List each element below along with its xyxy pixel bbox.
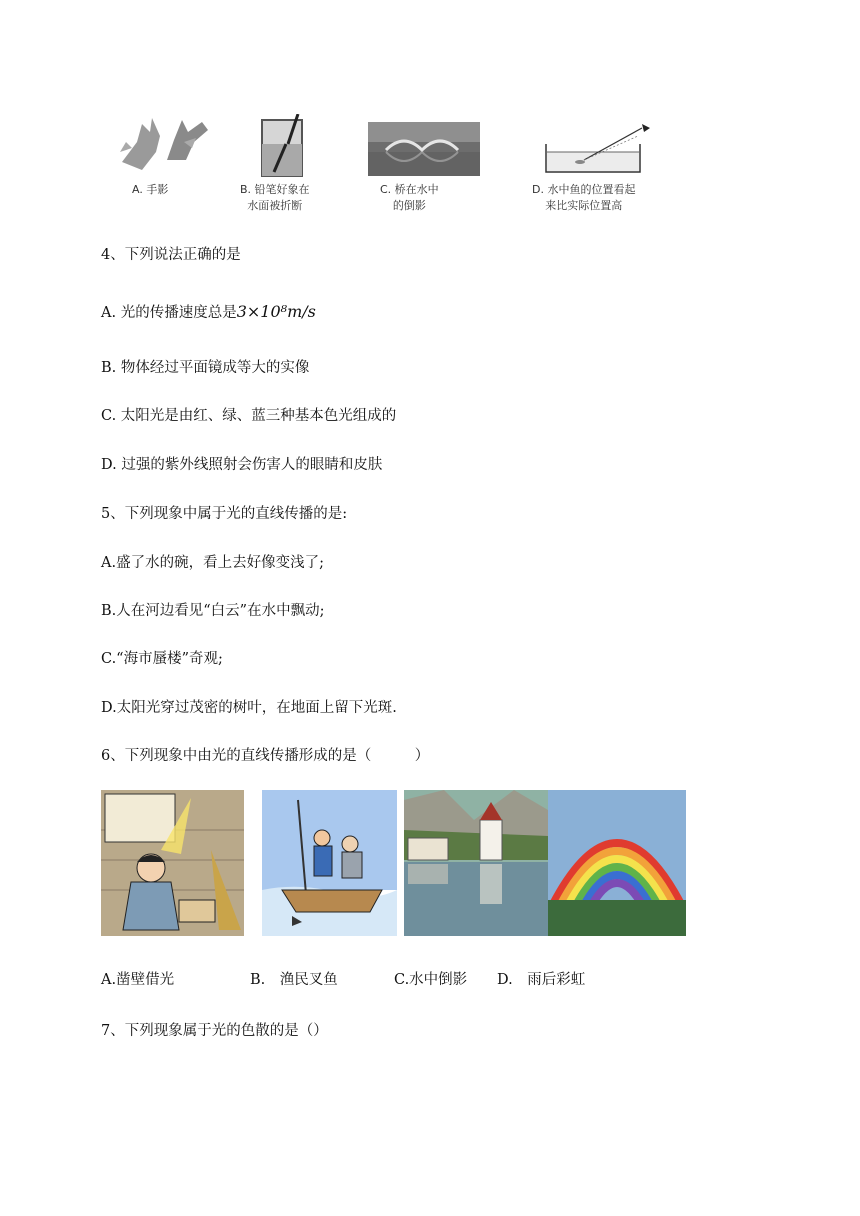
caption-d: D. 水中鱼的位置看起 来比实际位置高 <box>532 183 636 212</box>
q4-option-c: C. 太阳光是由红、绿、蓝三种基本色光组成的 <box>101 408 397 424</box>
q6-option-d: D. 雨后彩虹 <box>497 972 586 988</box>
caption-a: A. 手影 <box>132 183 169 196</box>
q5-option-a: A.盛了水的碗，看上去好像变浅了; <box>101 555 324 571</box>
pencil-in-water-image <box>260 114 306 178</box>
bridge-reflection-image <box>368 122 480 176</box>
figure-strip-q3 <box>112 104 704 216</box>
caption-b: B. 铅笔好象在 水面被折断 <box>240 183 310 212</box>
caption-c: C. 桥在水中 的倒影 <box>380 183 439 212</box>
hand-shadow-image <box>112 112 212 180</box>
q6-stem: 6、下列现象中由光的直线传播形成的是（ ） <box>101 748 430 764</box>
q4-option-b: B. 物体经过平面镜成等大的实像 <box>101 360 310 376</box>
q5-option-d: D.太阳光穿过茂密的树叶，在地面上留下光斑. <box>101 700 397 716</box>
q6-option-c: C.水中倒影 <box>394 972 468 988</box>
chisel-wall-image <box>101 790 244 936</box>
q4-option-d: D. 过强的紫外线照射会伤害人的眼睛和皮肤 <box>101 457 383 473</box>
q4-stem: 4、下列说法正确的是 <box>101 247 241 263</box>
fish-in-water-image <box>544 114 652 176</box>
q4-option-a-text: A. 光的传播速度总是 <box>101 305 237 321</box>
q5-option-c: C.“海市蜃楼”奇观; <box>101 651 223 667</box>
q5-option-b: B.人在河边看见“白云”在水中飘动; <box>101 603 325 619</box>
q4-option-a <box>101 301 316 322</box>
q5-stem: 5、下列现象中属于光的直线传播的是: <box>101 506 348 522</box>
fisherman-spearing-image <box>262 790 397 936</box>
water-reflection-image <box>404 790 548 936</box>
q4-option-a-formula: 3×10⁸m/s <box>236 302 316 321</box>
q7-stem: 7、下列现象属于光的色散的是（） <box>101 1023 328 1039</box>
q6-option-b: B. 渔民叉鱼 <box>250 972 338 988</box>
rainbow-image <box>548 790 686 936</box>
q6-option-a: A.凿壁借光 <box>101 972 175 988</box>
